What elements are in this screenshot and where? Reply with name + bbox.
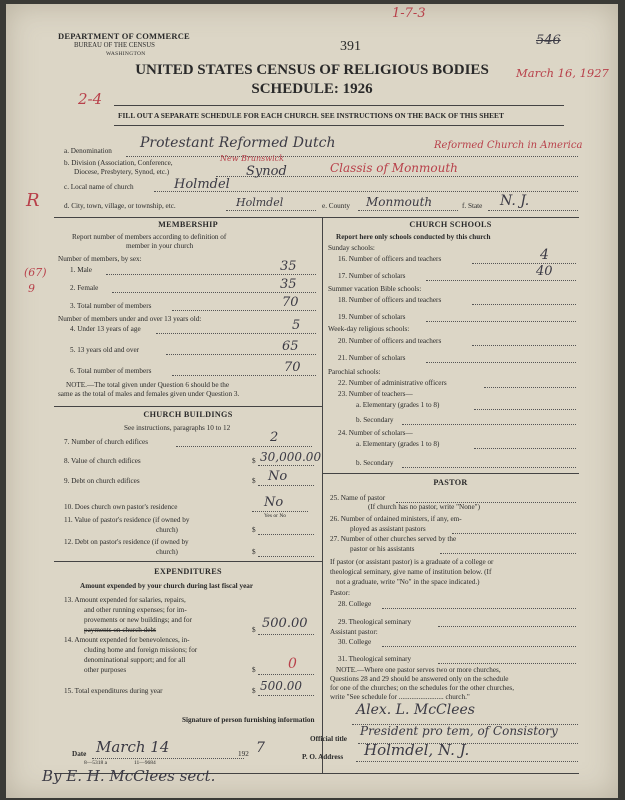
stamp-code: 1-7-3 (392, 6, 426, 21)
q8-answer: 30,000.00 (260, 450, 322, 464)
official-title-value: President pro tem, of Consistory (360, 724, 558, 738)
q10-yes-no-note: Yes or No (264, 513, 287, 519)
denomination-label: a. Denomination (64, 147, 112, 155)
q12-label-2: church) (156, 548, 178, 556)
denomination-value: Protestant Reformed Dutch (140, 135, 336, 151)
q1-answer: 35 (280, 259, 297, 274)
bureau: BUREAU OF THE CENSUS (74, 42, 155, 49)
q9-answer: No (268, 469, 288, 484)
po-address-label: P. O. Address (302, 753, 344, 761)
q14-label-2: cluding home and foreign missions; for (84, 646, 198, 654)
q26-label-2: ployed as assistant pastors (350, 525, 426, 533)
schools-subtitle: Report here only schools conducted by this church (336, 233, 491, 241)
state-value: N. J. (500, 193, 530, 209)
date-value: March 14 (96, 738, 170, 756)
city: WASHINGTON (106, 51, 146, 57)
q15-dollar: $ (252, 687, 256, 695)
form-title: UNITED STATES CENSUS OF RELIGIOUS BODIES (135, 62, 489, 78)
q25-note: (If church has no pastor, write "None") (368, 503, 480, 511)
year-prefix: 192 (238, 750, 249, 758)
q11-label-2: church) (156, 526, 178, 534)
sunday-schools-label: Sunday schools: (328, 244, 375, 252)
q6-answer: 70 (284, 360, 301, 375)
q13-answer: 500.00 (262, 616, 308, 631)
county-label: e. County (322, 202, 350, 210)
q24-label: 24. Number of scholars— (338, 429, 413, 437)
division-label-1: b. Division (Association, Conference, (64, 159, 173, 167)
q12-dollar: $ (252, 548, 256, 556)
county-value: Monmouth (366, 195, 433, 209)
pastor-title: PASTOR (433, 478, 468, 487)
q13-label-4: payments on church debt (84, 626, 157, 634)
q17-answer: 40 (536, 264, 553, 279)
city-label: d. City, town, village, or township, etc. (64, 202, 176, 210)
parochial-schools-label: Parochial schools: (328, 368, 381, 376)
code-mark: 2-4 (78, 90, 103, 108)
expenditures-subtitle: Amount expended by your church during last fiscal year (80, 582, 254, 590)
q14-dollar: $ (252, 666, 256, 674)
division-label-2: Diocese, Presbytery, Synod, etc.) (74, 168, 170, 176)
q9-dollar: $ (252, 477, 256, 485)
margin-r: R (26, 190, 40, 211)
local-name-label: c. Local name of church (64, 183, 134, 191)
pastor-note-3: for one of the churches; on the schedules for the other churches, (330, 684, 515, 692)
pastor-note-4: write "See schedule for ......................... church." (330, 693, 470, 701)
state-label: f. State (462, 202, 483, 210)
q30-label: 30. College (338, 638, 372, 646)
q14-label-4: other purposes (84, 666, 127, 674)
membership-note-2: same as the total of males and females given under Question 3. (58, 390, 240, 398)
denomination-red: Reformed Church in America (434, 140, 583, 151)
form-subtitle: SCHEDULE: 1926 (251, 81, 373, 97)
buildings-title: CHURCH BUILDINGS (143, 410, 233, 419)
q22-label: 22. Number of administrative officers (338, 379, 447, 387)
print-code-1: 8—5318 a (84, 760, 108, 766)
q4-label: 4. Under 13 years of age (70, 325, 141, 333)
q20-label: 20. Number of officers and teachers (338, 337, 442, 345)
q5-answer: 65 (282, 339, 299, 354)
margin-number: (67) (24, 266, 47, 279)
q2-label: 2. Female (70, 284, 99, 292)
q15-answer: 500.00 (260, 679, 302, 693)
expenditures-title: EXPENDITURES (154, 567, 222, 576)
division-value-2: Classis of Monmouth (330, 161, 458, 175)
q13-label-3: provements or new buildings; and for (84, 616, 192, 624)
q6-label: 6. Total number of members (70, 367, 152, 375)
q31-label: 31. Theological seminary (338, 655, 412, 663)
q11-label-1: 11. Value of pastor's residence (if owned by (64, 516, 190, 524)
q12-label-1: 12. Debt on pastor's residence (if owned by (64, 538, 189, 546)
q13-dollar: $ (252, 626, 256, 634)
margin-9: 9 (28, 282, 35, 295)
submitted-by: By E. H. McClees sect. (42, 767, 216, 785)
form-number: 391 (340, 39, 361, 54)
q28-label: 28. College (338, 600, 372, 608)
official-title-label: Official title (310, 735, 347, 743)
q14-answer: 0 (288, 656, 297, 672)
q13-label-1: 13. Amount expended for salaries, repairs, (64, 596, 186, 604)
print-code-2: 11—9684 (134, 760, 156, 766)
department: DEPARTMENT OF COMMERCE (58, 31, 190, 41)
q8-label: 8. Value of church edifices (64, 457, 141, 465)
weekday-schools-label: Week-day religious schools: (328, 325, 410, 333)
q3-answer: 70 (282, 295, 299, 310)
schools-title: CHURCH SCHOOLS (409, 220, 492, 229)
q18-label: 18. Number of officers and teachers (338, 296, 442, 304)
q10-label: 10. Does church own pastor's residence (64, 503, 178, 511)
q7-answer: 2 (270, 430, 279, 445)
graduate-note-1: If pastor (or assistant pastor) is a graduate of a college or (330, 558, 494, 566)
members-by-sex-label: Number of members, by sex: (58, 255, 142, 263)
graduate-note-2: theological seminary, give name of institution below. (If (330, 568, 492, 576)
membership-intro-2: member in your church (126, 242, 194, 250)
q16-label: 16. Number of officers and teachers (338, 255, 442, 263)
q27-label-2: pastor or his assistants (350, 545, 415, 553)
signature-value: Alex. L. McClees (356, 702, 475, 718)
date-label: Date (72, 750, 87, 758)
q2-answer: 35 (280, 277, 297, 292)
signature-label: Signature of person furnishing information (182, 716, 315, 724)
q4-answer: 5 (292, 318, 301, 333)
q11-dollar: $ (252, 526, 256, 534)
q3-label: 3. Total number of members (70, 302, 152, 310)
q23a-label: a. Elementary (grades 1 to 8) (356, 401, 440, 409)
buildings-subtitle: See instructions, paragraphs 10 to 12 (124, 424, 231, 432)
membership-intro-1: Report number of members according to definition of (72, 233, 227, 241)
membership-title: MEMBERSHIP (158, 220, 218, 229)
q13-label-2: and other running expenses; for im- (84, 606, 187, 614)
pastor-note-2: Questions 28 and 29 should be answered only on the schedule (330, 675, 509, 683)
q16-answer: 4 (540, 247, 549, 263)
q5-label: 5. 13 years old and over (70, 346, 140, 354)
top-right-code: 546 (536, 33, 561, 48)
assistant-pastor-label: Assistant pastor: (330, 628, 378, 636)
q1-label: 1. Male (70, 266, 92, 274)
q27-label-1: 27. Number of other churches served by the (330, 535, 457, 543)
city-value: Holmdel (236, 196, 284, 209)
q25-label: 25. Name of pastor (330, 494, 386, 502)
division-small: New Brunswick (220, 154, 284, 163)
summer-schools-label: Summer vacation Bible schools: (328, 285, 422, 293)
census-schedule-sheet (6, 4, 618, 798)
instruction: FILL OUT A SEPARATE SCHEDULE FOR EACH CHURCH. SEE INSTRUCTIONS ON THE BACK OF THIS SHEET (118, 111, 504, 120)
q7-label: 7. Number of church edifices (64, 438, 149, 446)
q19-label: 19. Number of scholars (338, 313, 406, 321)
q8-dollar: $ (252, 457, 256, 465)
q24a-label: a. Elementary (grades 1 to 8) (356, 440, 440, 448)
q23b-label: b. Secondary (356, 416, 394, 424)
q15-label: 15. Total expenditures during year (64, 687, 163, 695)
po-address-value: Holmdel, N. J. (364, 741, 470, 759)
received-date: March 16, 1927 (516, 66, 609, 80)
q10-answer: No (264, 495, 284, 510)
pastor-label: Pastor: (330, 589, 350, 597)
q23-label: 23. Number of teachers— (338, 390, 413, 398)
q17-label: 17. Number of scholars (338, 272, 406, 280)
division-value: Synod (246, 164, 287, 179)
q14-label-1: 14. Amount expended for benevolences, in- (64, 636, 190, 644)
local-name-value: Holmdel (174, 177, 230, 192)
q29-label: 29. Theological seminary (338, 618, 412, 626)
q21-label: 21. Number of scholars (338, 354, 406, 362)
q14-label-3: denominational support; and for all (84, 656, 186, 664)
q24b-label: b. Secondary (356, 459, 394, 467)
year-value: 7 (256, 740, 265, 756)
q9-label: 9. Debt on church edifices (64, 477, 140, 485)
pastor-note-1: NOTE.—Where one pastor serves two or more churches, (336, 666, 501, 674)
graduate-note-3: not a graduate, write "No" in the space indicated.) (336, 578, 480, 586)
q26-label-1: 26. Number of ordained ministers, if any, em- (330, 515, 462, 523)
age-group-label: Number of members under and over 13 years old: (58, 315, 202, 323)
membership-note-1: NOTE.—The total given under Question 6 should be the (66, 381, 230, 389)
